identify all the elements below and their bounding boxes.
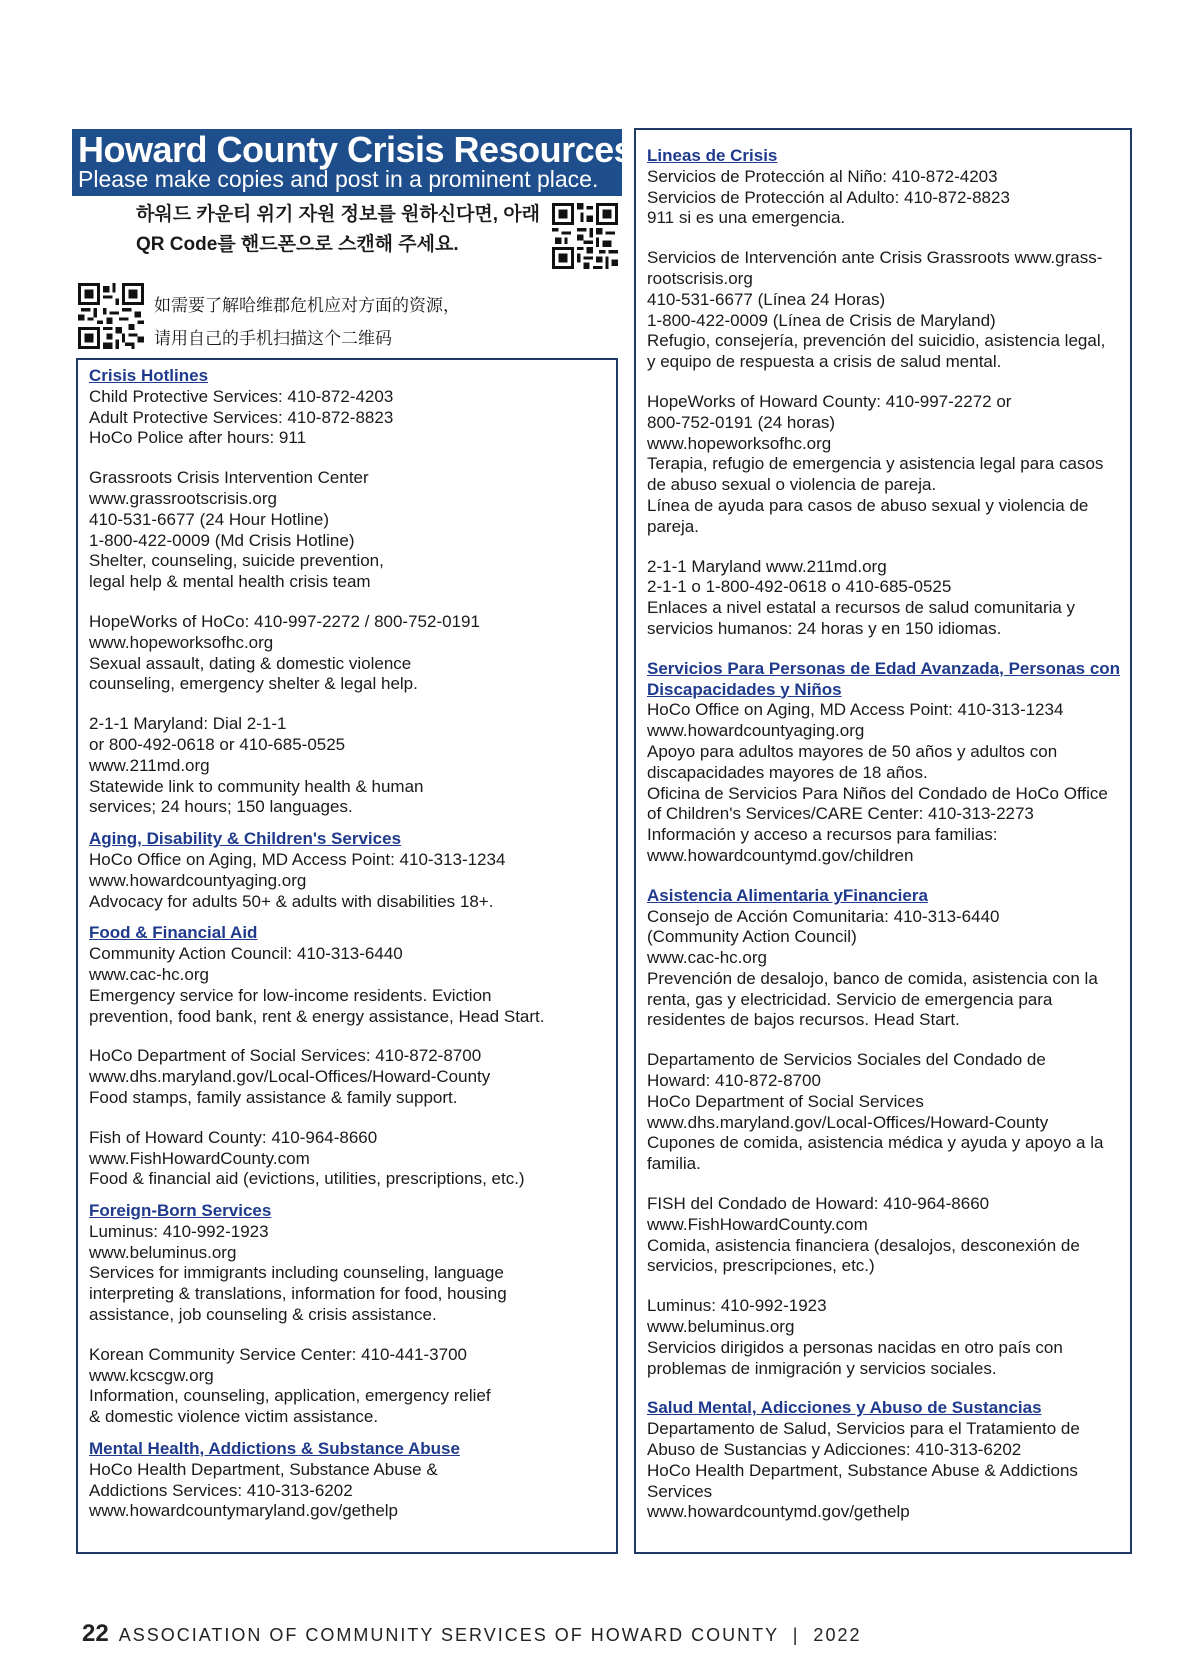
page-number: 22	[82, 1620, 109, 1647]
page-title: Howard County Crisis Resources	[78, 129, 634, 170]
servicios-aging-office: HoCo Office on Aging, MD Access Point: 410-313-1234 www.howardcountyaging.org Apoyo para adultos mayores de 50 años y adultos con discapacidades mayores de 18 años. Oficina de Servicios Para Niños del Condado de HoCo Office of Children's Services/CARE Center: 410-313-2273 Información y acceso a recursos para familias: www.howardcountymd.gov/children	[647, 700, 1108, 865]
mental-health-department: HoCo Health Department, Substance Abuse & Addictions Services: 410-313-6202 www.howardcountymaryland.gov/gethelp	[89, 1459, 438, 1521]
footer-text: ASSOCIATION OF COMMUNITY SERVICES OF HOWARD COUNTY | 2022	[118, 1625, 862, 1645]
foreign-korean-center: Korean Community Service Center: 410-441-3700 www.kcscgw.org Information, counseling, application, emergency relief & domestic violence victim assistance.	[89, 1344, 491, 1427]
crisis-hotlines-211: 2-1-1 Maryland: Dial 2-1-1 or 800-492-0618 or 410-685-0525 www.211md.org Statewide link to community health & human services; 24 hours; 150 languages.	[89, 714, 424, 817]
crisis-hotlines-hopeworks: HopeWorks of HoCo: 410-997-2272 / 800-752-0191 www.hopeworksofhc.org Sexual assault, dating & domestic violence counseling, emergency shelter & legal help.	[89, 611, 480, 694]
section-title-servicios-edad-avanzada[interactable]: Servicios Para Personas de Edad Avanzada, Personas con Discapacidades y Niños	[647, 658, 1121, 699]
section-title-foreign-born[interactable]: Foreign-Born Services	[89, 1201, 272, 1221]
crisis-hotlines-protective-services: Child Protective Services: 410-872-4203 Adult Protective Services: 410-872-8823 HoCo Police after hours: 911	[89, 386, 394, 448]
foreign-luminus: Luminus: 410-992-1923 www.beluminus.org Services for immigrants including counseling, language interpreting & translations, information for food, housing assistance, job counseling & crisis assistance.	[89, 1221, 507, 1325]
salud-mental-departamento: Departamento de Salud, Servicios para el Tratamiento de Abuso de Sustancias y Adicciones: 410-313-6202 HoCo Health Department, Substance Abuse & Addictions Services www.howardcountymd.gov/gethelp	[647, 1419, 1080, 1522]
qr-code-korean	[552, 203, 618, 274]
food-social-services: HoCo Department of Social Services: 410-872-8700 www.dhs.maryland.gov/Local-Offices/Howard-County Food stamps, family assistance & family support.	[89, 1046, 491, 1107]
section-title-mental-health[interactable]: Mental Health, Addictions & Substance Abuse	[89, 1439, 460, 1459]
asistencia-luminus: Luminus: 410-992-1923 www.beluminus.org Servicios dirigidos a personas nacidas en otro país con problemas de inmigración y servicios sociales.	[647, 1296, 1063, 1378]
aging-office: HoCo Office on Aging, MD Access Point: 410-313-1234 www.howardcountyaging.org Advocacy for adults 50+ & adults with disabilities 18+.	[89, 849, 506, 911]
chinese-note-line1: 如需要了解哈维郡危机应对方面的资源，	[154, 296, 460, 315]
section-title-food-financial[interactable]: Food & Financial Aid	[89, 923, 258, 943]
chinese-note	[154, 289, 460, 355]
crisis-hotlines-grassroots: Grassroots Crisis Intervention Center www.grassrootscrisis.org 410-531-6677 (24 Hour Hotline) 1-800-422-0009 (Md Crisis Hotline) Shelter, counseling, suicide prevention, legal help & mental health crisis team	[89, 468, 384, 592]
page-title-banner	[72, 129, 634, 196]
lineas-grassroots: Servicios de Intervención ante Crisis Grassroots www.grass- rootscrisis.org 410-531-6677 (Línea 24 Horas) 1-800-422-0009 (Línea de Crisis de Maryland) Refugio, consejería, prevención del suicidio, asistencia legal, y equipo de respuesta a crisis de salud mental.	[647, 248, 1106, 372]
korean-note-line2: QR Code를 핸드폰으로 스캔해 주세요.	[136, 234, 459, 255]
page-subtitle: Please make copies and post in a prominent place.	[78, 166, 599, 192]
asistencia-servicios-sociales: Departamento de Servicios Sociales del Condado de Howard: 410-872-8700 HoCo Department of Social Services www.dhs.maryland.gov/Local-Offices/Howard-County Cupones de comida, asistencia médica y ayuda y apoyo a la familia.	[647, 1050, 1104, 1174]
lineas-hopeworks: HopeWorks of Howard County: 410-997-2272 or 800-752-0191 (24 horas) www.hopeworksofhc.org Terapia, refugio de emergencia y asistencia legal para casos de abuso sexual o violencia de pareja. Línea de ayuda para casos de abuso sexual y violencia de pareja.	[647, 391, 1104, 536]
section-title-crisis-hotlines[interactable]: Crisis Hotlines	[89, 366, 209, 385]
korean-note	[136, 200, 540, 260]
asistencia-consejo: Consejo de Acción Comunitaria: 410-313-6440 (Community Action Council) www.cac-hc.org Prevención de desalojo, banco de comida, asistencia con la renta, gas y electricidad. Servicio de emergencia para residentes de bajos recursos. Head Start.	[647, 906, 1098, 1030]
english-resources-content	[89, 366, 609, 1522]
qr-code-chinese	[78, 283, 144, 354]
section-title-salud-mental[interactable]: Salud Mental, Adicciones y Abuso de Sustancias	[647, 1398, 1042, 1418]
lineas-protective-services: Servicios de Protección al Niño: 410-872-4203 Servicios de Protección al Adulto: 410-872-8823 911 si es una emergencia.	[647, 166, 1010, 228]
chinese-note-line2: 请用自己的手机扫描这个二维码	[154, 329, 392, 348]
food-community-action-council: Community Action Council: 410-313-6440 www.cac-hc.org Emergency service for low-income residents. Eviction prevention, food bank, rent & energy assistance, Head Start.	[89, 944, 545, 1026]
asistencia-fish: FISH del Condado de Howard: 410-964-8660 www.FishHowardCounty.com Comida, asistencia financiera (desalojos, desconexión de servicios, prescripciones, etc.)	[647, 1194, 1080, 1276]
korean-note-line1: 하워드 카운티 위기 자원 정보를 원하신다면, 아래	[136, 204, 541, 225]
section-title-lineas-de-crisis[interactable]: Lineas de Crisis	[647, 146, 778, 165]
food-fish-howard: Fish of Howard County: 410-964-8660 www.FishHowardCounty.com Food & financial aid (evictions, utilities, prescriptions, etc.)	[89, 1127, 525, 1189]
section-title-asistencia-alimentaria[interactable]: Asistencia Alimentaria yFinanciera	[647, 885, 928, 905]
section-title-aging[interactable]: Aging, Disability & Children's Services	[89, 829, 402, 849]
lineas-211: 2-1-1 Maryland www.211md.org 2-1-1 o 1-800-492-0618 o 410-685-0525 Enlaces a nivel estatal a recursos de salud comunitaria y servicios humanos: 24 horas y en 150 idiomas.	[647, 556, 1076, 638]
spanish-resources-content	[647, 146, 1129, 1523]
page-footer	[82, 1620, 861, 1648]
